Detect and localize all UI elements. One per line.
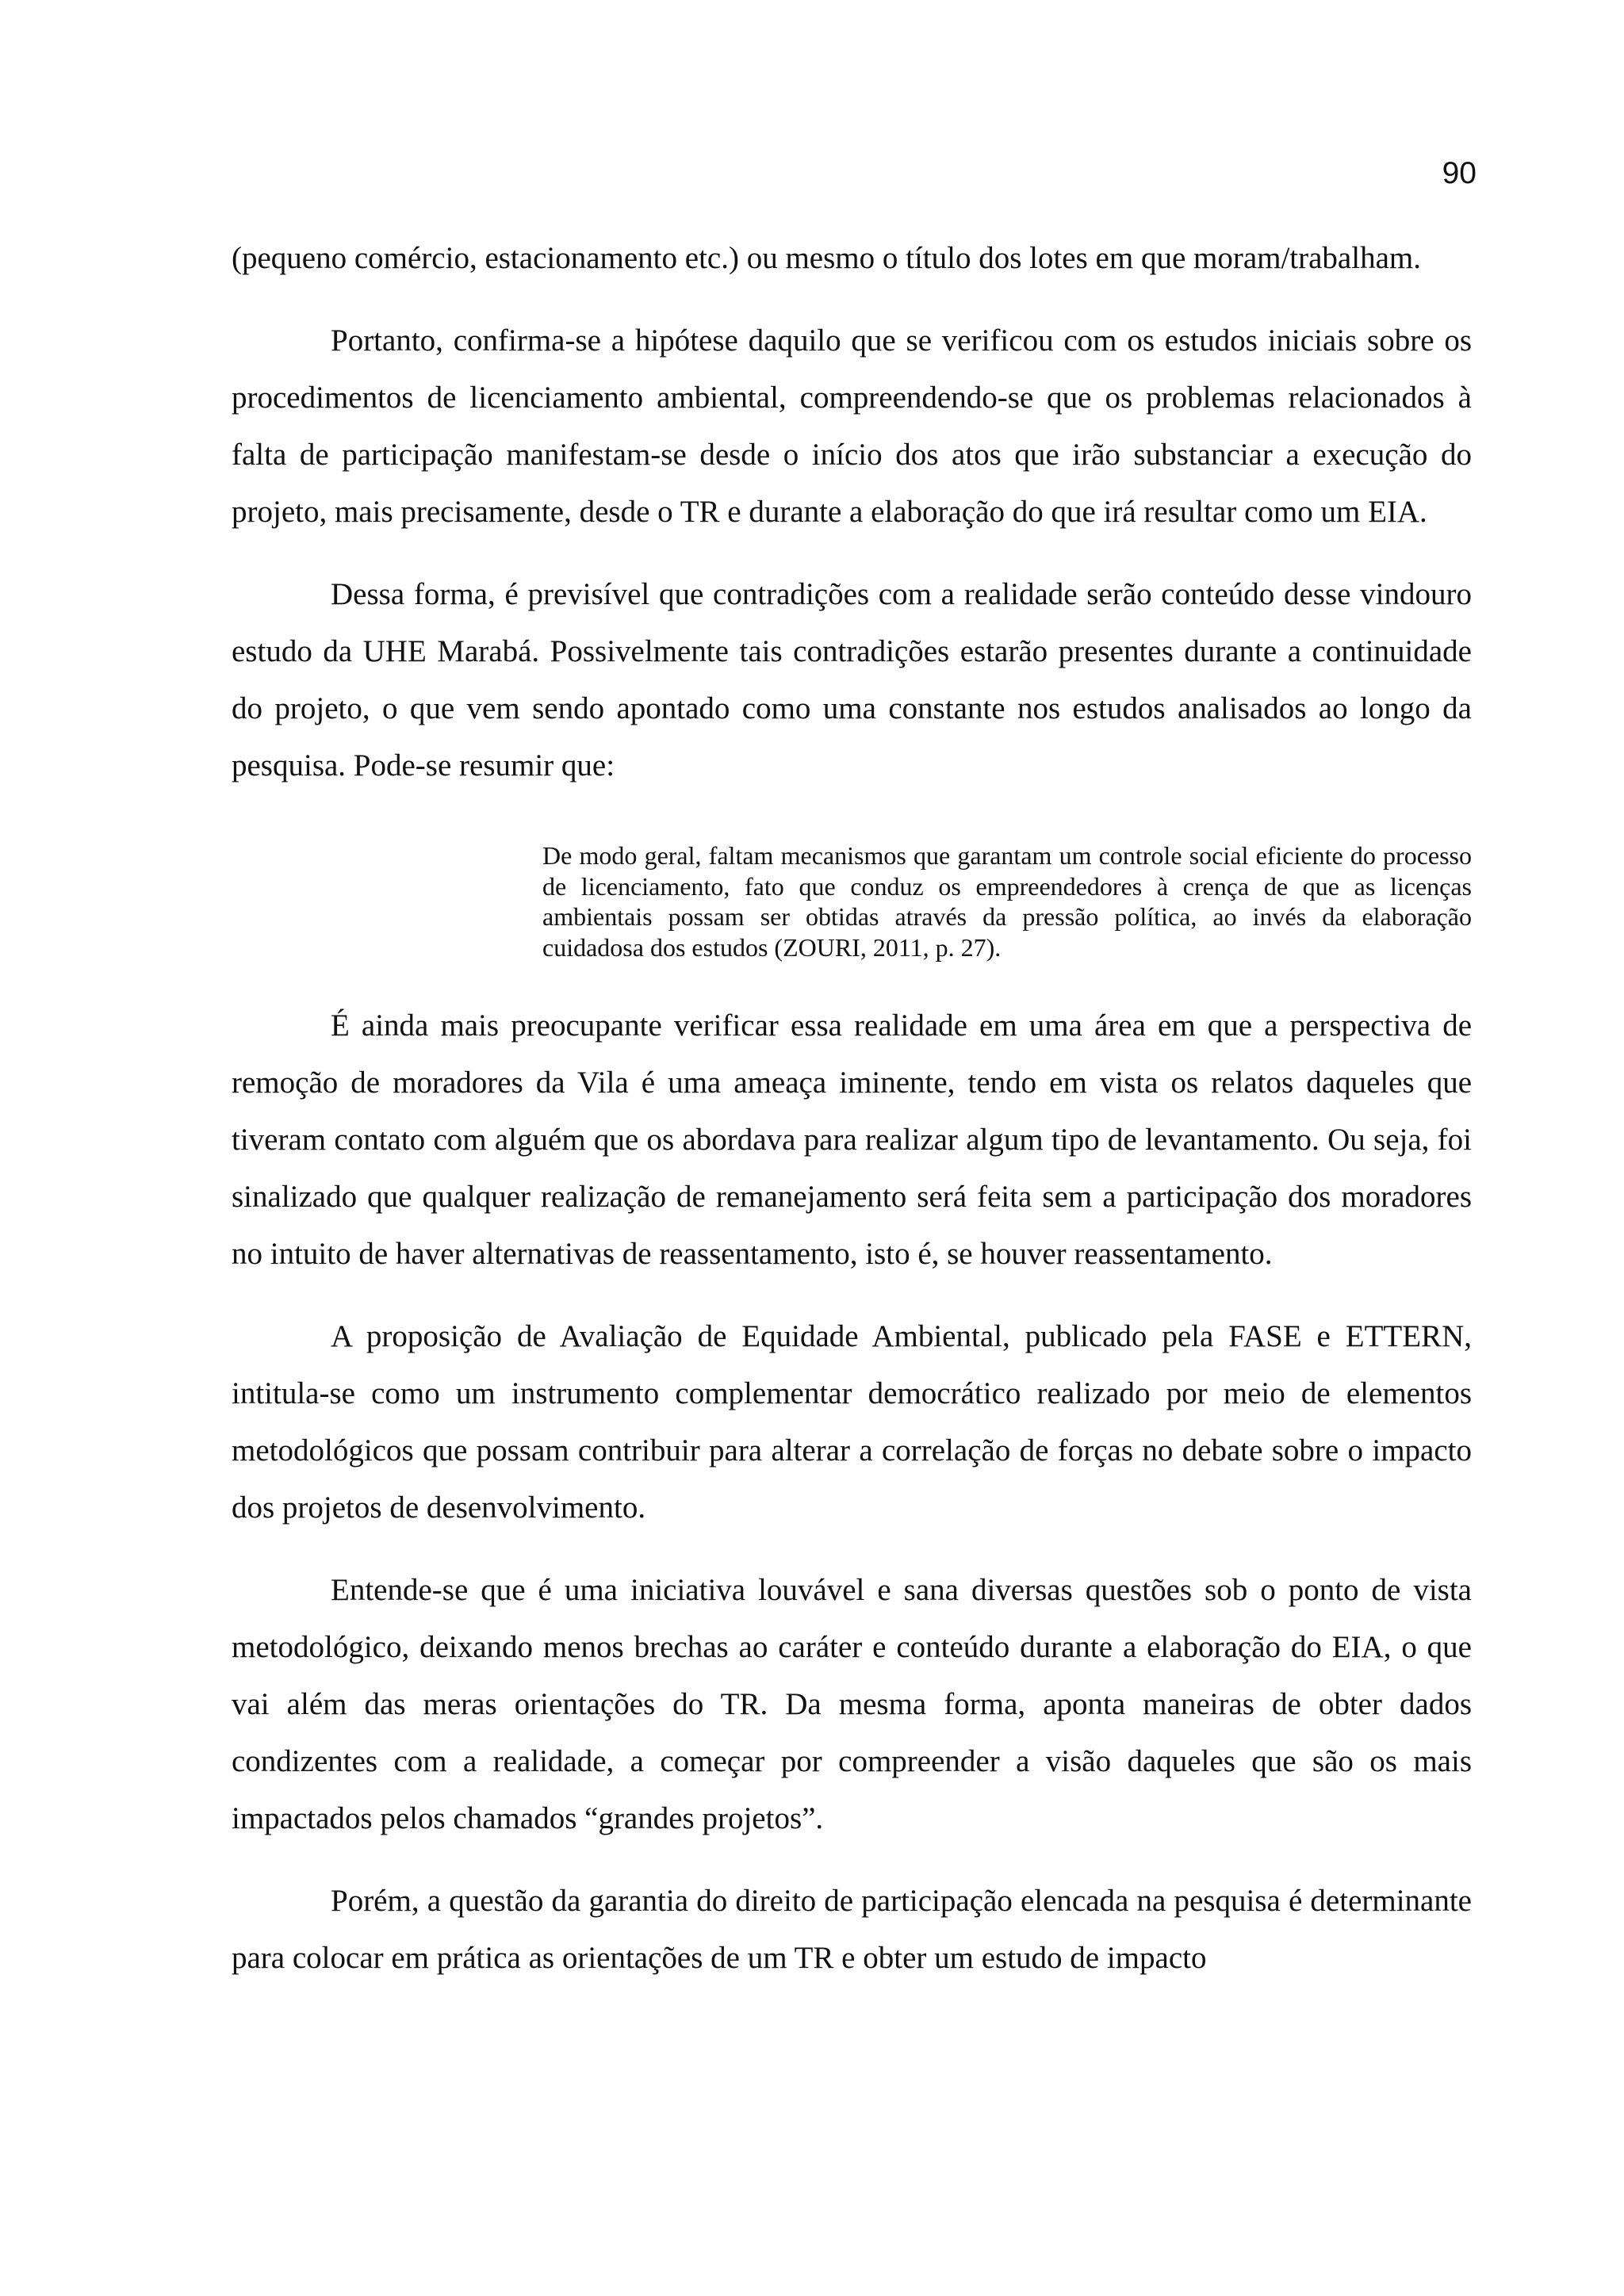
paragraph-hypothesis: Portanto, confirma-se a hipótese daquilo que se verificou com os estudos iniciais sobre os procedimentos de licenciamento ambiental, compreendendo-se que os problemas relacionados à falta de participação manifestam-se desde o início dos atos que irão substanciar a execução do projeto, mais precisamente, desde o TR e durante a elaboração do que irá resultar como um EIA.	[232, 323, 1472, 529]
paragraph-continuation: (pequeno comércio, estacionamento etc.) ou mesmo o título dos lotes em que moram/trabalham.	[232, 241, 1421, 275]
block-quote: De modo geral, faltam mecanismos que garantam um controle social eficiente do processo de licenciamento, fato que conduz os empreendedores à crença de que as licenças ambientais possam ser obtidas através da pressão política, ao invés da elaboração cuidadosa dos estudos (ZOURI, 2011, p. 27).	[542, 841, 1472, 962]
paragraph-participation: Porém, a questão da garantia do direito de participação elencada na pesquisa é determinante para colocar em prática as orientações de um TR e obter um estudo de impacto	[232, 1884, 1472, 1975]
paragraph-removal: É ainda mais preocupante verificar essa realidade em uma área em que a perspectiva de remoção de moradores da Vila é uma ameaça iminente, tendo em vista os relatos daqueles que tiveram contato com alguém que os abordava para realizar algum tipo de levantamento. Ou seja, foi sinalizado que qualquer realização de remanejamento será feita sem a participação dos moradores no intuito de haver alternativas de reassentamento, isto é, se houver reassentamento.	[232, 1008, 1472, 1271]
paragraph-contradictions: Dessa forma, é previsível que contradições com a realidade serão conteúdo desse vindouro estudo da UHE Marabá. Possivelmente tais contradições estarão presentes durante a continuidade do projeto, o que vem sendo apontado como uma constante nos estudos analisados ao longo da pesquisa. Pode-se resumir que:	[232, 577, 1472, 783]
paragraph-equity-assessment: A proposição de Avaliação de Equidade Ambiental, publicado pela FASE e ETTERN, intitula-se como um instrumento complementar democrático realizado por meio de elementos metodológicos que possam contribuir para alterar a correlação de forças no debate sobre o impacto dos projetos de desenvolvimento.	[232, 1319, 1472, 1525]
page-body	[232, 230, 1472, 1987]
paragraph-initiative: Entende-se que é uma iniciativa louvável e sana diversas questões sob o ponto de vista metodológico, deixando menos brechas ao caráter e conteúdo durante a elaboração do EIA, o que vai além das meras orientações do TR. Da mesma forma, aponta maneiras de obter dados condizentes com a realidade, a começar por compreender a visão daqueles que são os mais impactados pelos chamados “grandes projetos”.	[232, 1573, 1472, 1835]
page-number: 90	[1442, 156, 1477, 190]
